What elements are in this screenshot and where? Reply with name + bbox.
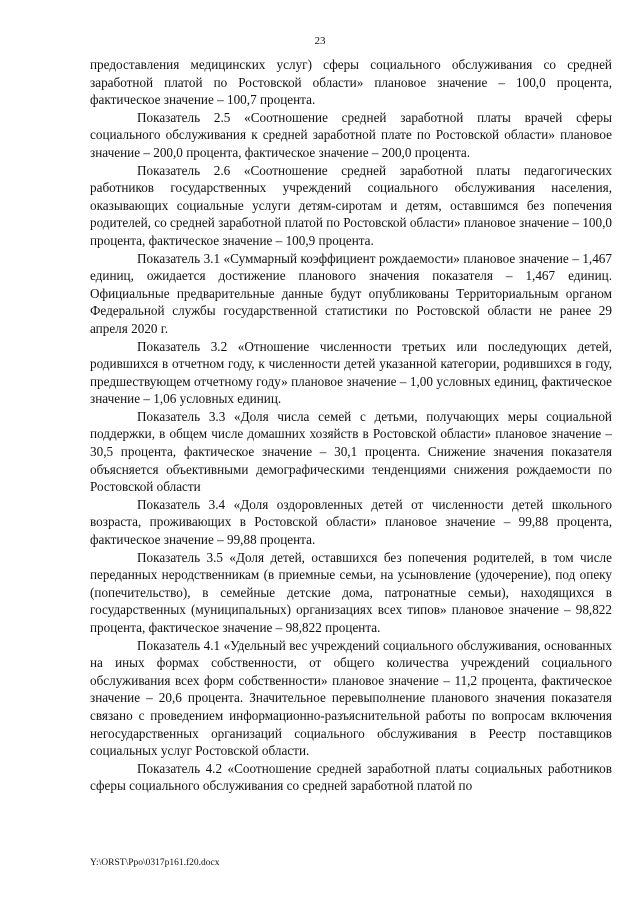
document-body — [90, 56, 612, 795]
paragraph: Показатель 3.5 «Доля детей, оставшихся без попечения родителей, в том числе переданных неродственникам (в приемные семьи, на усыновление (удочерение), под опеку (попечительство), в семейные детские дома, патронатные семьи), находящихся в государственных (муниципальных) организациях всех типов» плановое значение – 98,822 процента, фактическое значение – 98,822 процента. — [90, 549, 612, 635]
paragraph: Показатель 2.6 «Соотношение средней заработной платы педагогических работников государственных учреждений социального обслуживания населения, оказывающих социальные услуги детям-сиротам и детям, оставшимся без попечения родителей, со средней заработной платой по Ростовской области» плановое значение – 100,0 процента, фактическое значение – 100,9 процента. — [90, 162, 612, 248]
paragraph: Показатель 3.4 «Доля оздоровленных детей от численности детей школьного возраста, проживающих в Ростовской области» плановое значение – 99,88 процента, фактическое значение – 99,88 процента. — [90, 496, 612, 548]
page-number: 23 — [314, 35, 326, 47]
paragraph: Показатель 3.1 «Суммарный коэффициент рождаемости» плановое значение – 1,467 единиц, ожидается достижение планового значения показателя – 1,467 единиц. Официальные предварительные данные будут опубликованы Территориальным органом Федеральной службы государственной статистики по Ростовской области не ранее 29 апреля 2020 г. — [90, 250, 612, 336]
paragraph: предоставления медицинских услуг) сферы социального обслуживания со средней заработной платой по Ростовской области» плановое значение – 100,0 процента, фактическое значение – 100,7 процента. — [90, 57, 612, 108]
paragraph: Показатель 4.2 «Соотношение средней заработной платы социальных работников сферы социального обслуживания со средней заработной платой по — [90, 760, 612, 794]
footer-file-path: Y:\ORST\Ppo\0317p161.f20.docx — [90, 858, 220, 868]
paragraph: Показатель 4.1 «Удельный вес учреждений социального обслуживания, основанных на иных формах собственности, от общего количества учреждений социального обслуживания всех форм собственности» плановое значение – 11,2 процента, фактическое значение – 20,6 процента. Значительное перевыполнение планового значения показателя связано с проведением информационно-разъяснительной работы по вопросам включения негосударственных организаций социального обслуживания в Реестр поставщиков социальных услуг Ростовской области. — [90, 637, 612, 759]
paragraph: Показатель 3.2 «Отношение численности третьих или последующих детей, родившихся в отчетном году, к численности детей указанной категории, родившихся в году, предшествующем отчетному году» плановое значение – 1,00 условных единиц, фактическое значение – 1,06 условных единиц. — [90, 338, 612, 407]
paragraph: Показатель 3.3 «Доля числа семей с детьми, получающих меры социальной поддержки, в общем числе домашних хозяйств в Ростовской области» плановое значение – 30,5 процента, фактическое значение – 30,1 процента. Снижение значения показателя объясняется объективными демографическими тенденциями снижения рождаемости по Ростовской области — [90, 408, 612, 495]
paragraph: Показатель 2.5 «Соотношение средней заработной платы врачей сферы социального обслуживания к средней заработной плате по Ростовской области» плановое значение – 200,0 процента, фактическое значение – 200,0 процента. — [90, 109, 612, 160]
